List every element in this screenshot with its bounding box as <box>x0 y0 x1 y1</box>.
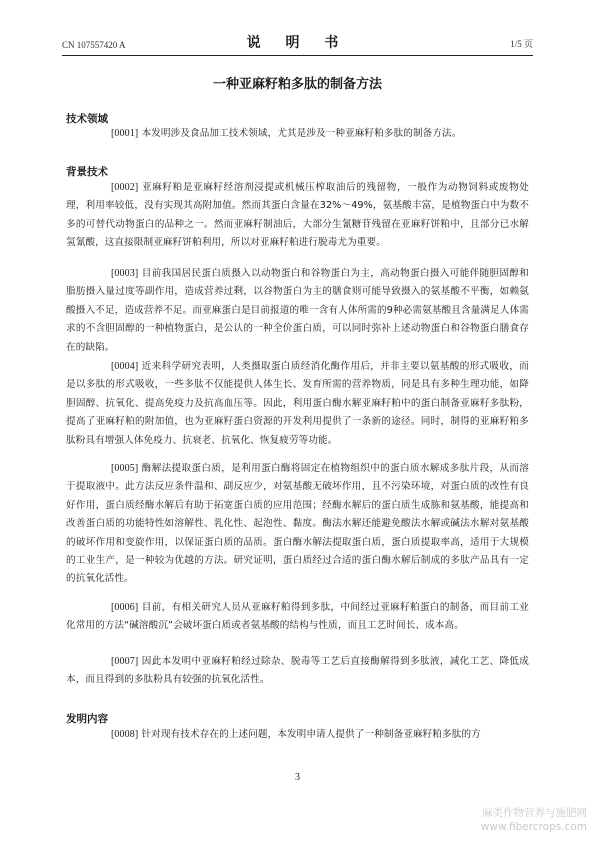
section-heading-background: 背景技术 <box>66 166 108 178</box>
paragraph-text: 亚麻籽粕是亚麻籽经溶剂浸提或机械压榨取油后的残留物，一般作为动物饲料或废物处理，利用率较低，没有实现其高附加值。然而其蛋白含量在32%～49%，氨基酸丰富，是植物蛋白中为数不多的可替代动物蛋白的品种之一。然而亚麻籽制油后，大部分生氰糖苷残留在亚麻籽饼粕中，且部分已水解氢氰酸，这直接限制亚麻籽饼粕利用，所以对亚麻籽粕进行脱毒尤为重要。 <box>66 182 529 249</box>
page-header <box>62 30 533 54</box>
section-heading-summary: 发明内容 <box>66 713 108 725</box>
paragraph-number: [0007] <box>111 656 139 667</box>
document-type-label: 说 明 书 <box>246 35 349 51</box>
paragraph-text: 本发明涉及食品加工技术领域，尤其是涉及一种亚麻籽粕多肽的制备方法。 <box>141 128 462 139</box>
page-number: 3 <box>295 772 300 783</box>
paragraph-text: 酶解法提取蛋白质，是利用蛋白酶将固定在植物组织中的蛋白质水解成多肽片段，从而溶于提取液中。此方法反应条件温和、副反应少，对氨基酸无破坏作用，且不污染环境，对蛋白质的改性有良好作用，蛋白质经酶水解后有助于拓宽蛋白质的应用范围；经酶水解后的蛋白质生成胨和氨基酸，能提高和改善蛋白质的功能特性如溶解性、乳化性、起泡性、黏度。酶法水解还能避免酸法水解或碱法水解对氨基酸的破坏作用和变旋作用，以保证蛋白质的品质。蛋白酶水解法提取蛋白质，蛋白质提取率高，适用于大规模的工业生产，是一种较为优越的方法。研究证明，蛋白质经过合适的蛋白酶水解后制成的多肽产品具有一定的抗氧化活性。 <box>66 463 530 585</box>
paragraph-text: 因此本发明中亚麻籽粕经过除杂、脱毒等工艺后直接酶解得到多肽液，减化工艺、降低成本，而且得到的多肽粉具有较强的抗氧化活性。 <box>66 656 530 686</box>
paragraph-0004 <box>66 358 529 450</box>
paragraph-text: 目前，有相关研究人员从亚麻籽粕得到多肽，中间经过亚麻籽粕蛋白的制备，而目前工业化常用的方法“碱溶酸沉”会破坏蛋白质或者氨基酸的结构与性质，而且工艺时间长、成本高。 <box>66 602 530 632</box>
paragraph-0003 <box>66 265 529 357</box>
paragraph-0001 <box>66 125 529 143</box>
publication-number: CN 107557420 A <box>62 40 126 50</box>
paragraph-number: [0008] <box>111 729 139 740</box>
paragraph-0002 <box>66 179 529 253</box>
paragraph-0006 <box>66 599 529 636</box>
paragraph-number: [0003] <box>111 268 139 279</box>
header-divider <box>62 55 533 56</box>
document-title: 一种亚麻籽粕多肽的制备方法 <box>212 77 382 92</box>
paragraph-text: 近来科学研究表明，人类摄取蛋白质经消化酶作用后，并非主要以氨基酸的形式吸收，而是以多肽的形式吸收，一些多肽不仅能提供人体生长、发育所需的营养物质，同是具有多种生理功能，如降胆固醇、抗氧化、提高免疫力及抗高血压等。因此，利用蛋白酶水解亚麻籽粕中的蛋白制备亚麻籽多肽粉，提高了亚麻籽粕的附加值，也为亚麻籽蛋白资源的开发利用提供了一条新的途径。同时，制得的亚麻籽粕多肽粉具有增强人体免疫力、抗衰老、抗氧化、恢复疲劳等功能。 <box>66 361 530 446</box>
paragraph-number: [0002] <box>111 182 139 193</box>
paragraph-text: 针对现有技术存在的上述问题，本发明申请人提供了一种制备亚麻籽粕多肽的方 <box>141 729 481 740</box>
paragraph-0005 <box>66 460 529 589</box>
paragraph-number: [0004] <box>111 361 139 372</box>
page-count: 1/5 页 <box>510 39 533 49</box>
paragraph-text: 目前我国居民蛋白质摄入以动物蛋白和谷物蛋白为主，高动物蛋白摄入可能伴随胆固醇和脂肪摄入量过度等副作用，造成营养过剩，以谷物蛋白为主的膳食则可能导致摄入的氨基酸不平衡，如赖氨酸摄入不足，造成营养不足。而亚麻蛋白是目前报道的唯一含有人体所需的9种必需氨基酸且含量满足人体需求的不含胆固醇的一种植物蛋白，是公认的一种全价蛋白质，可以同时弥补上述动物蛋白和谷物蛋白膳食存在的缺陷。 <box>66 268 530 353</box>
paragraph-0007 <box>66 653 529 690</box>
paragraph-number: [0005] <box>111 463 139 474</box>
paragraph-0008 <box>66 726 529 744</box>
watermark <box>481 806 587 834</box>
section-heading-technical-field: 技术领域 <box>66 113 108 125</box>
watermark-site-name: 麻类作物营养与施肥网 <box>482 807 587 819</box>
watermark-url: www.fibercrops.com <box>480 821 587 833</box>
paragraph-number: [0006] <box>111 602 139 613</box>
paragraph-number: [0001] <box>111 128 139 139</box>
